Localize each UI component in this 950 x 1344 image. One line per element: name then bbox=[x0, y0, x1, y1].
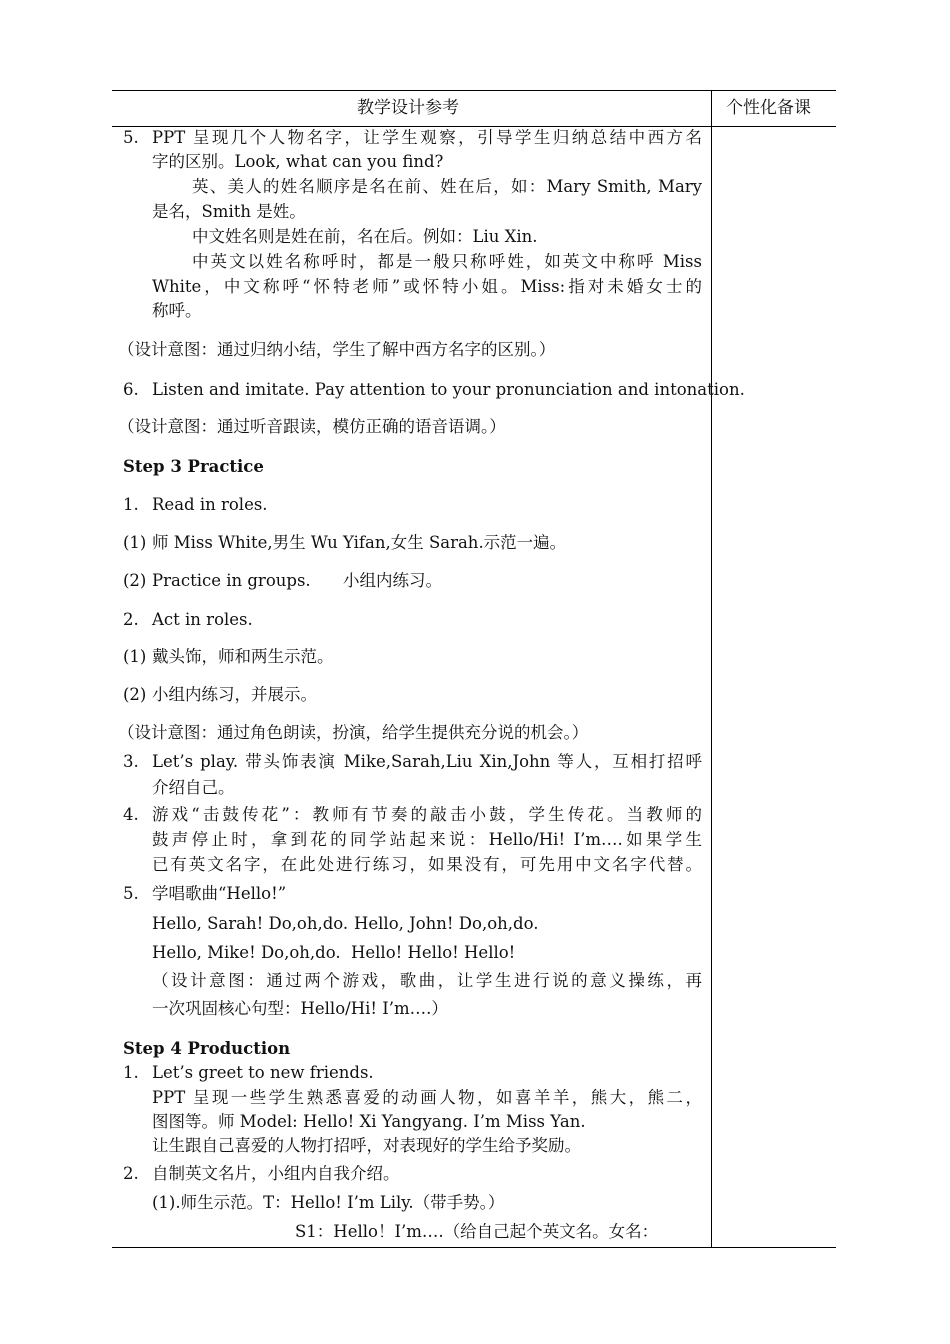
production1-line3: 图图等。师 Model: Hello! Xi Yangyang. I’m Miss Yan. bbox=[152, 1112, 586, 1131]
practice2b-text: 小组内练习，并展示。 bbox=[152, 685, 317, 704]
item-number: 1. bbox=[123, 1063, 139, 1082]
design-intent-4-line1: （设计意图：通过两个游戏，歌曲，让学生进行说的意义操练，再 bbox=[152, 971, 702, 990]
column-header-main: 教学设计参考 bbox=[357, 98, 459, 118]
table-bottom-border bbox=[112, 1247, 836, 1248]
sub-number: (1) bbox=[123, 647, 147, 666]
production1-line1: Let’s greet to new friends. bbox=[152, 1063, 374, 1082]
item5-line2: 字的区别。Look, what can you find? bbox=[152, 152, 444, 171]
item5-line3: 英、美人的姓名顺序是名在前、姓在后，如：Mary Smith, Mary bbox=[192, 177, 702, 196]
item-number: 4. bbox=[123, 805, 139, 824]
practice3-line2: 介绍自己。 bbox=[152, 778, 235, 797]
practice4-line1: 游戏“击鼓传花”：教师有节奏的敲击小鼓，学生传花。当教师的 bbox=[152, 805, 702, 824]
table-top-border bbox=[112, 90, 836, 91]
practice1b-text: Practice in groups. bbox=[152, 571, 311, 590]
production2-line3: S1：Hello！I’m….（给自己起个英文名。女名： bbox=[295, 1222, 659, 1241]
lesson-plan-table bbox=[112, 90, 836, 1248]
production1-line2: PPT 呈现一些学生熟悉喜爱的动画人物，如喜羊羊，熊大，熊二， bbox=[152, 1088, 702, 1107]
practice4-line2: 鼓声停止时，拿到花的同学站起来说：Hello/Hi! I’m….如果学生 bbox=[152, 830, 702, 849]
item-number: 6. bbox=[123, 380, 139, 399]
step4-heading: Step 4 Production bbox=[123, 1039, 291, 1058]
item5-line5: 中文姓名则是姓在前，名在后。例如：Liu Xin. bbox=[192, 227, 538, 246]
practice3-line1: Let’s play. 带头饰表演 Mike,Sarah,Liu Xin,John 等人，互相打招呼 bbox=[152, 752, 702, 771]
practice2-text: Act in roles. bbox=[152, 610, 253, 629]
song-line1b: Hello, John! Do,oh,do. bbox=[354, 914, 539, 933]
production2-line1: 自制英文名片，小组内自我介绍。 bbox=[152, 1164, 400, 1183]
item5-line1: PPT 呈现几个人物名字，让学生观察，引导学生归纳总结中西方名 bbox=[152, 128, 702, 147]
practice1b-text2: 小组内练习。 bbox=[343, 571, 442, 590]
item-number: 2. bbox=[123, 1164, 139, 1183]
item-number: 3. bbox=[123, 752, 139, 771]
column-divider bbox=[711, 90, 712, 1248]
item5-line7: White，中文称呼“怀特老师”或怀特小姐。Miss:指对未婚女士的 bbox=[152, 277, 702, 296]
item-number: 5. bbox=[123, 884, 139, 903]
design-intent-4-line2: 一次巩固核心句型：Hello/Hi! I’m….） bbox=[152, 999, 448, 1018]
item5-line6: 中英文以姓名称呼时，都是一般只称呼姓，如英文中称呼 Miss bbox=[192, 252, 702, 271]
practice1a-text: 师 Miss White,男生 Wu Yifan,女生 Sarah.示范一遍。 bbox=[152, 533, 567, 552]
step3-heading: Step 3 Practice bbox=[123, 457, 264, 476]
sub-number: (1) bbox=[123, 533, 147, 552]
practice1-text: Read in roles. bbox=[152, 495, 268, 514]
item-number: 2. bbox=[123, 610, 139, 629]
practice2a-text: 戴头饰，师和两生示范。 bbox=[152, 647, 334, 666]
item5-line4: 是名，Smith 是姓。 bbox=[152, 202, 306, 221]
song-line2b: Hello! Hello! Hello! bbox=[351, 943, 516, 962]
item-number: 5. bbox=[123, 128, 139, 147]
item-number: 1. bbox=[123, 495, 139, 514]
production1-line4: 让生跟自己喜爱的人物打招呼，对表现好的学生给予奖励。 bbox=[152, 1136, 581, 1155]
item5-line8: 称呼。 bbox=[152, 301, 202, 320]
practice4-line3: 已有英文名字，在此处进行练习，如果没有，可先用中文名字代替。 bbox=[152, 855, 702, 874]
song-line2a: Hello, Mike! Do,oh,do. bbox=[152, 943, 341, 962]
production2-line2: (1).师生示范。T：Hello! I’m Lily.（带手势。） bbox=[152, 1193, 505, 1212]
song-line1a: Hello, Sarah! Do,oh,do. bbox=[152, 914, 349, 933]
design-intent-3: （设计意图：通过角色朗读，扮演，给学生提供充分说的机会。） bbox=[118, 723, 589, 742]
column-header-side: 个性化备课 bbox=[726, 98, 811, 118]
practice5-text: 学唱歌曲“Hello!” bbox=[152, 884, 287, 903]
item6-text: Listen and imitate. Pay attention to your pronunciation and intonation. bbox=[152, 380, 745, 399]
sub-number: (2) bbox=[123, 571, 147, 590]
sub-number: (2) bbox=[123, 685, 147, 704]
design-intent-1: （设计意图：通过归纳小结，学生了解中西方名字的区别。） bbox=[118, 340, 556, 359]
design-intent-2: （设计意图：通过听音跟读，模仿正确的语音语调。） bbox=[118, 417, 506, 436]
